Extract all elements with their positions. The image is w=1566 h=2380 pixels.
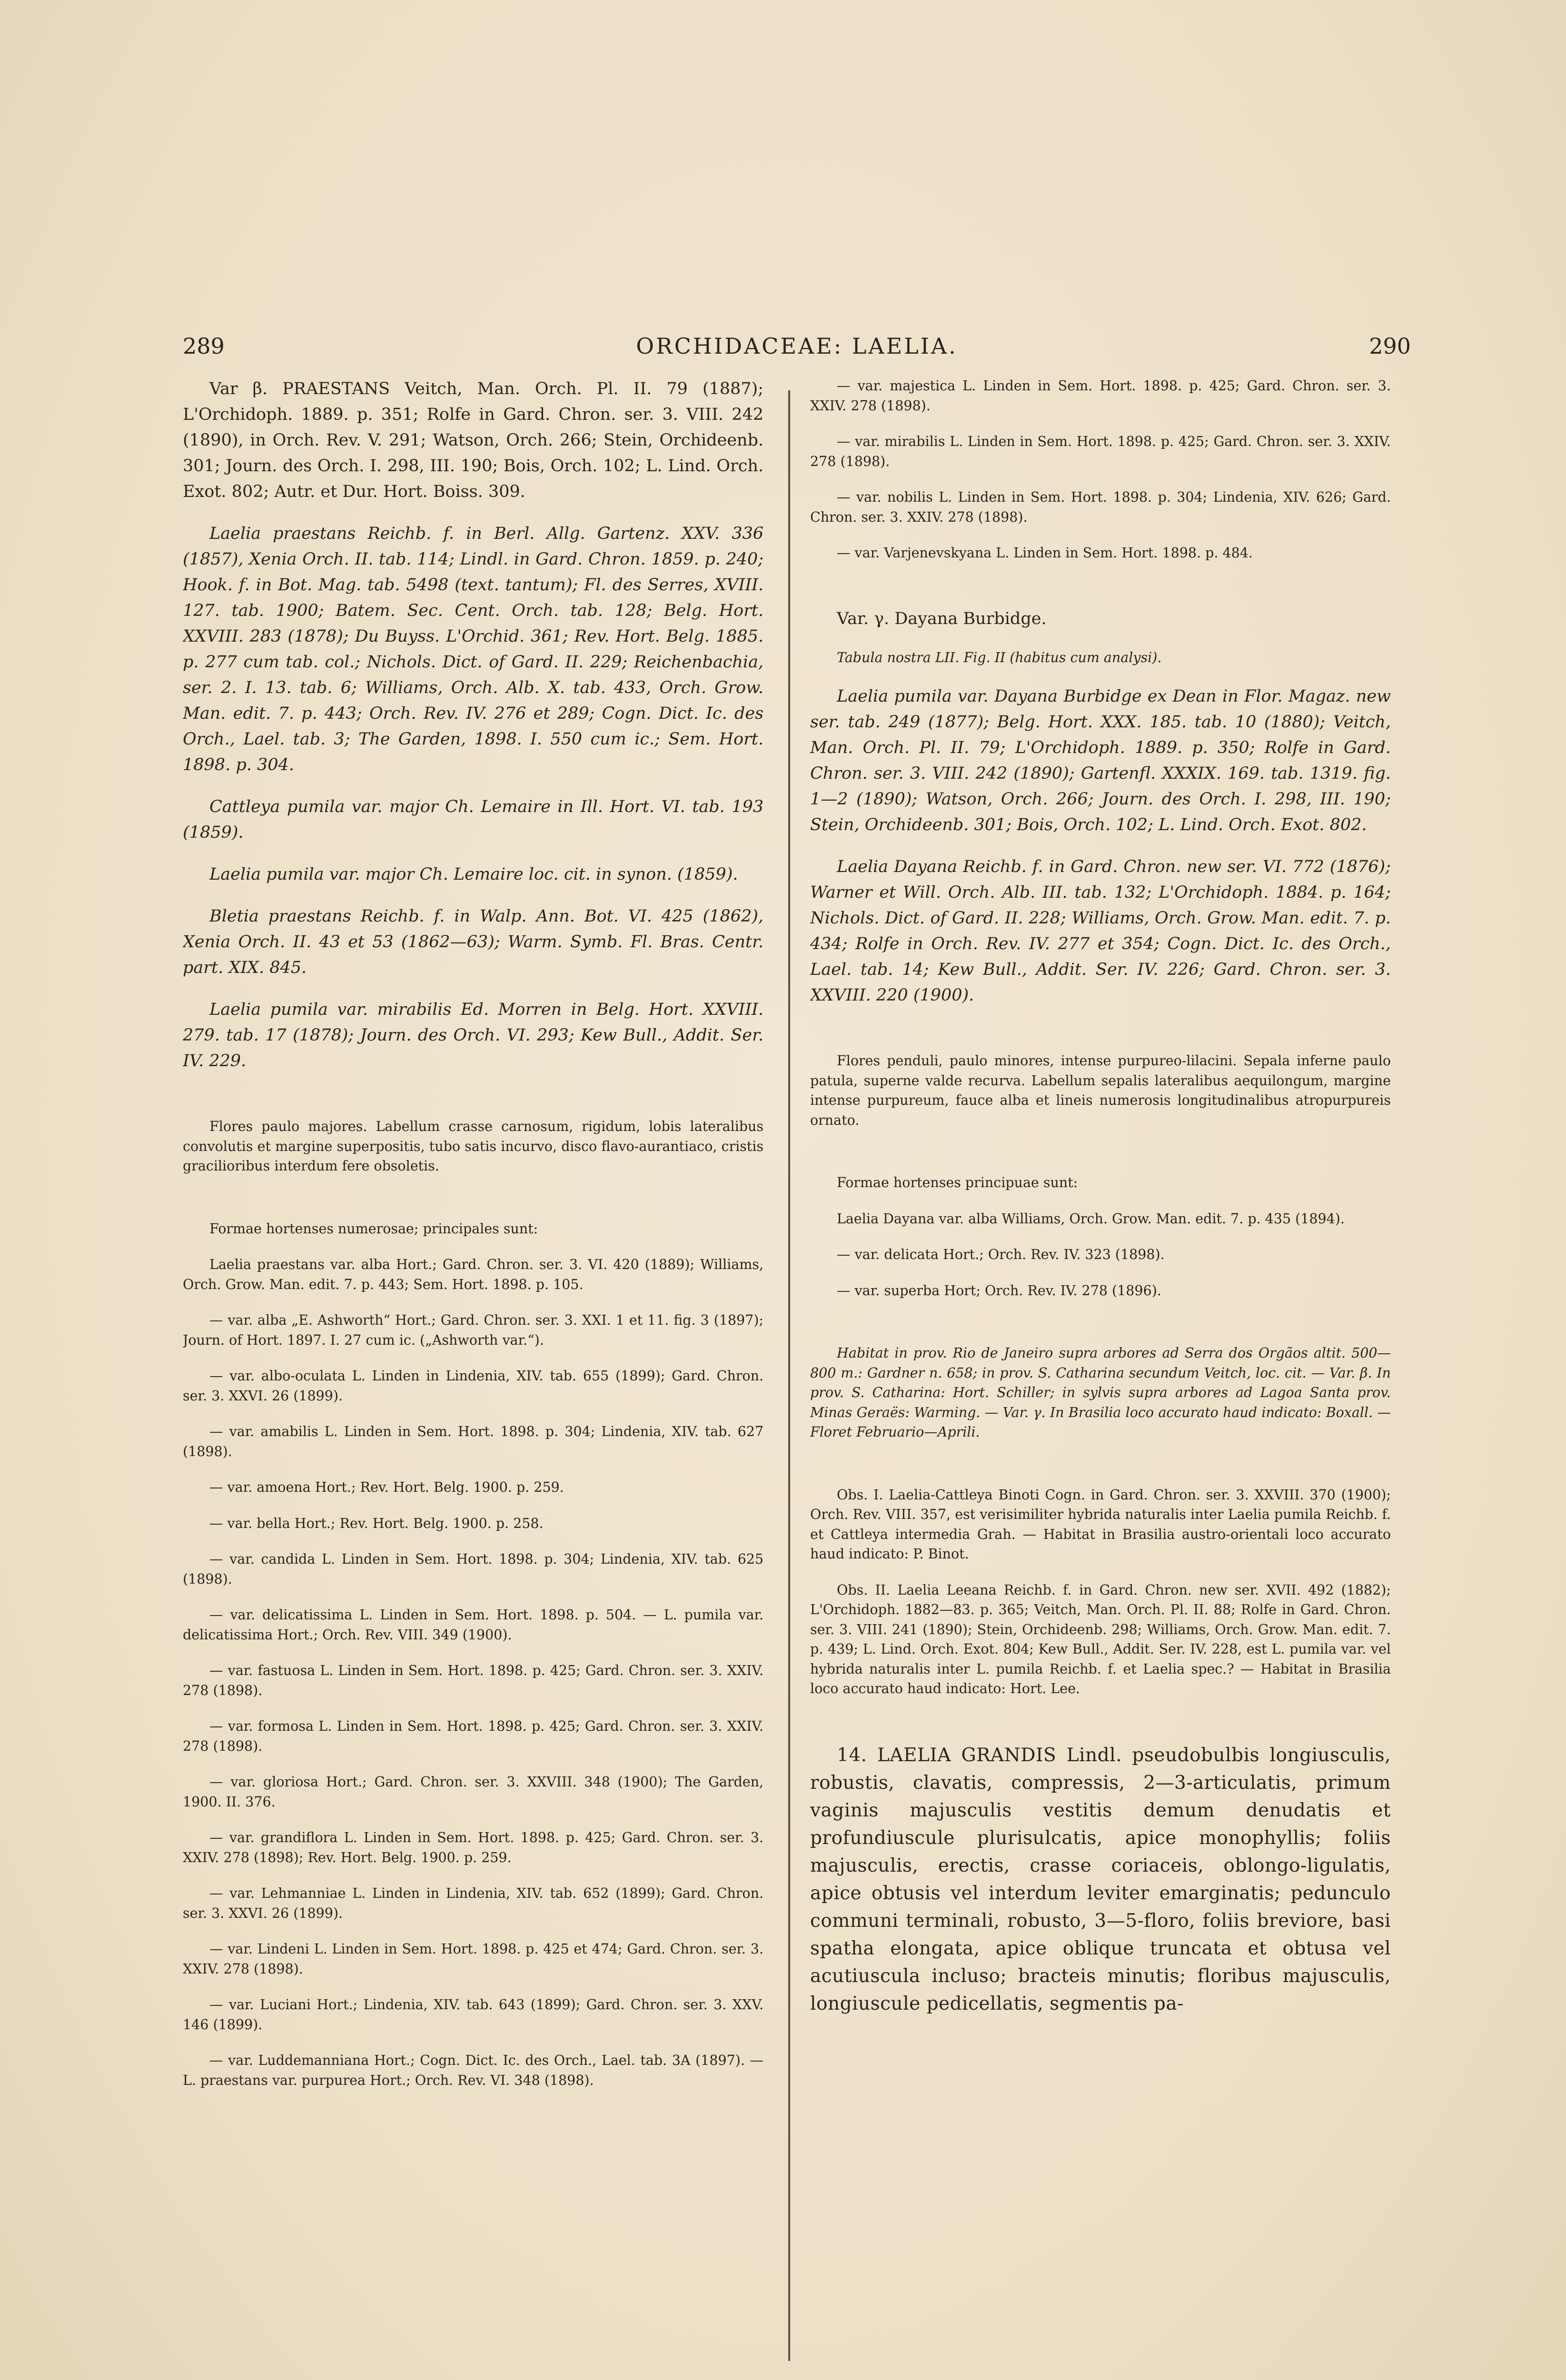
- paragraph: — var. candida L. Linden in Sem. Hort. 1898. p. 304; Lindenia, XIV. tab. 625 (1898).: [183, 1551, 763, 1587]
- spacer: [183, 1192, 763, 1203]
- paragraph: — var. Lehmanniae L. Linden in Lindenia, XIV. tab. 652 (1899); Gard. Chron. ser. 3. XXVI. 26 (1899).: [183, 1885, 763, 1921]
- spacer: [810, 579, 1391, 590]
- left-column: [183, 376, 763, 2366]
- paragraph: — var. fastuosa L. Linden in Sem. Hort. 1898. p. 425; Gard. Chron. ser. 3. XXIV. 278 (1898).: [183, 1663, 763, 1698]
- paragraph: — var. albo-oculata L. Linden in Lindenia, XIV. tab. 655 (1899); Gard. Chron. ser. 3. XXVI. 26 (1899).: [183, 1368, 763, 1404]
- paragraph: Obs. I. Laelia-Cattleya Binoti Cogn. in Gard. Chron. ser. 3. XXVIII. 370 (1900); Orch. Rev. VIII. 357, est verisimiliter hybrida naturalis inter Laelia pumila Reichb. f. et Cattleya intermedia Grah. — Habitat in Brasilia austro-orientali loco accurato haud indicato: P. Binot.: [810, 1487, 1391, 1562]
- paragraph: Bletia praestans Reichb. f. in Walp. Ann. Bot. VI. 425 (1862), Xenia Orch. II. 43 et 53 (1862—63); Warm. Symb. Fl. Bras. Centr. part. XIX. 845.: [183, 907, 763, 977]
- paragraph: — var. amoena Hort.; Rev. Hort. Belg. 1900. p. 259.: [209, 1479, 564, 1495]
- page-number-left: 289: [183, 333, 225, 359]
- paragraph: Flores penduli, paulo minores, intense purpureo-lilacini. Sepala inferne paulo patula, superne valde recurva. Labellum sepalis lateralibus aequilongum, margine intense purpureum, fauce alba et lineis numerosis longitudinalibus atropurpureis ornato.: [810, 1053, 1391, 1128]
- spacer: [810, 1024, 1391, 1035]
- paragraph: Flores paulo majores. Labellum crasse carnosum, rigidum, lobis lateralibus convolutis et margine superpositis, tubo satis incurvo, disco flavo-aurantiaco, cristis gracilioribus interdum fere obsoletis.: [183, 1119, 763, 1174]
- spacer: [810, 1458, 1391, 1469]
- spacer: [810, 1317, 1391, 1327]
- paragraph: — var. mirabilis L. Linden in Sem. Hort. 1898. p. 425; Gard. Chron. ser. 3. XXIV. 278 (1898).: [810, 434, 1391, 469]
- paragraph: — var. grandiflora L. Linden in Sem. Hort. 1898. p. 425; Gard. Chron. ser. 3. XXIV. 278 (1898); Rev. Hort. Belg. 1900. p. 259.: [183, 1830, 763, 1865]
- paragraph: — var. Luddemanniana Hort.; Cogn. Dict. Ic. des Orch., Lael. tab. 3A (1897). — L. praestans var. purpurea Hort.; Orch. Rev. VI. 348 (1898).: [183, 2053, 763, 2088]
- paragraph: Laelia Dayana var. alba Williams, Orch. Grow. Man. edit. 7. p. 435 (1894).: [837, 1210, 1345, 1227]
- paragraph: — var. delicata Hort.; Orch. Rev. IV. 323 (1898).: [837, 1247, 1165, 1262]
- paragraph: — var. Varjenevskyana L. Linden in Sem. Hort. 1898. p. 484.: [837, 545, 1253, 561]
- running-title: ORCHIDACEAE: LAELIA.: [636, 333, 958, 359]
- paragraph: Habitat in prov. Rio de Janeiro supra arbores ad Serra dos Orgãos altit. 500—800 m.: Gardner n. 658; in prov. S. Catharina secundum Veitch, loc. cit. — Var. β. In prov. S. Catharina: Hort. Schiller; in sylvis supra arbores ad Lagoa Santa prov. Minas Geraës: Warming. — Var. γ. In Brasilia loco accurato haud indicato: Boxall. — Floret Februario—Aprili.: [810, 1345, 1391, 1440]
- paragraph: Laelia pumila var. mirabilis Ed. Morren in Belg. Hort. XXVIII. 279. tab. 17 (1878); Journ. des Orch. VI. 293; Kew Bull., Addit. Ser. IV. 229.: [183, 1000, 763, 1071]
- column-divider: [788, 390, 790, 2361]
- paragraph: — var. formosa L. Linden in Sem. Hort. 1898. p. 425; Gard. Chron. ser. 3. XXIV. 278 (1898).: [183, 1718, 763, 1754]
- paragraph: Var. γ. Dayana Burbidge.: [837, 609, 1047, 628]
- paragraph: Formae hortenses numerosae; principales sunt:: [209, 1220, 538, 1237]
- paragraph: — var. alba „E. Ashworth“ Hort.; Gard. Chron. ser. 3. XXI. 1 et 11. fig. 3 (1897); Journ. of Hort. 1897. I. 27 cum ic. („Ashworth var.“).: [183, 1312, 763, 1348]
- right-column: [810, 376, 1391, 2366]
- paragraph: — var. nobilis L. Linden in Sem. Hort. 1898. p. 304; Lindenia, XIV. 626; Gard. Chron. ser. 3. XXIV. 278 (1898).: [810, 489, 1391, 525]
- page-number-right: 290: [1369, 333, 1411, 359]
- spacer: [183, 1090, 763, 1101]
- paragraph: Laelia pumila var. Dayana Burbidge ex Dean in Flor. Magaz. new ser. tab. 249 (1877); Belg. Hort. XXX. 185. tab. 10 (1880); Veitch, Man. Orch. Pl. II. 79; L'Orchidoph. 1889. p. 350; Rolfe in Gard. Chron. ser. 3. VIII. 242 (1890); Gartenfl. XXXIX. 169. tab. 1319. fig. 1—2 (1890); Watson, Orch. 266; Journ. des Orch. I. 298, III. 190; Stein, Orchideenb. 301; Bois, Orch. 102; L. Lind. Orch. Exot. 802.: [810, 687, 1391, 834]
- paragraph: Var β. PRAESTANS Veitch, Man. Orch. Pl. II. 79 (1887); L'Orchidoph. 1889. p. 351; Rolfe in Gard. Chron. ser. 3. VIII. 242 (1890), in Orch. Rev. V. 291; Watson, Orch. 266; Stein, Orchideenb. 301; Journ. des Orch. I. 298, III. 190; Bois, Orch. 102; L. Lind. Orch. Exot. 802; Autr. et Dur. Hort. Boiss. 309.: [183, 379, 763, 501]
- paragraph: Laelia pumila var. major Ch. Lemaire loc. cit. in synon. (1859).: [209, 865, 738, 884]
- paragraph: Formae hortenses principuae sunt:: [837, 1175, 1078, 1190]
- paragraph: — var. superba Hort; Orch. Rev. IV. 278 (1896).: [837, 1282, 1161, 1299]
- paragraph: — var. bella Hort.; Rev. Hort. Belg. 1900. p. 258.: [209, 1515, 544, 1531]
- paragraph: — var. Lindeni L. Linden in Sem. Hort. 1898. p. 425 et 474; Gard. Chron. ser. 3. XXIV. 278 (1898).: [183, 1941, 763, 1977]
- paragraph: — var. Luciani Hort.; Lindenia, XIV. tab. 643 (1899); Gard. Chron. ser. 3. XXV. 146 (1899).: [183, 1997, 763, 2033]
- paragraph: Tabula nostra LII. Fig. II (habitus cum analysi).: [837, 649, 1162, 665]
- spacer: [810, 1715, 1391, 1726]
- paragraph: — var. delicatissima L. Linden in Sem. Hort. 1898. p. 504. — L. pumila var. delicatissima Hort.; Orch. Rev. VIII. 349 (1900).: [183, 1607, 763, 1643]
- paragraph: — var. gloriosa Hort.; Gard. Chron. ser. 3. XXVIII. 348 (1900); The Garden, 1900. II. 376.: [183, 1774, 763, 1810]
- paragraph: Laelia praestans Reichb. f. in Berl. Allg. Gartenz. XXV. 336 (1857), Xenia Orch. II. tab. 114; Lindl. in Gard. Chron. 1859. p. 240; Hook. f. in Bot. Mag. tab. 5498 (text. tantum); Fl. des Serres, XVIII. 127. tab. 1900; Batem. Sec. Cent. Orch. tab. 128; Belg. Hort. XXVIII. 283 (1878); Du Buyss. L'Orchid. 361; Rev. Hort. Belg. 1885. p. 277 cum tab. col.; Nichols. Dict. of Gard. II. 229; Reichenbachia, ser. 2. I. 13. tab. 6; Williams, Orch. Alb. X. tab. 433, Orch. Grow. Man. edit. 7. p. 443; Orch. Rev. IV. 276 et 289; Cogn. Dict. Ic. des Orch., Lael. tab. 3; The Garden, 1898. I. 550 cum ic.; Sem. Hort. 1898. p. 304.: [183, 524, 763, 774]
- paragraph: — var. majestica L. Linden in Sem. Hort. 1898. p. 425; Gard. Chron. ser. 3. XXIV. 278 (1898).: [810, 378, 1391, 414]
- paragraph: Laelia Dayana Reichb. f. in Gard. Chron. new ser. VI. 772 (1876); Warner et Will. Orch. Alb. III. tab. 132; L'Orchidoph. 1884. p. 164; Nichols. Dict. of Gard. II. 228; Williams, Orch. Grow. Man. edit. 7. p. 434; Rolfe in Orch. Rev. IV. 277 et 354; Cogn. Dict. Ic. des Orch., Lael. tab. 14; Kew Bull., Addit. Ser. IV. 226; Gard. Chron. ser. 3. XXVIII. 220 (1900).: [810, 857, 1391, 1005]
- paragraph: Cattleya pumila var. major Ch. Lemaire in Ill. Hort. VI. tab. 193 (1859).: [183, 797, 763, 842]
- paragraph: Laelia praestans var. alba Hort.; Gard. Chron. ser. 3. VI. 420 (1889); Williams, Orch. Grow. Man. edit. 7. p. 443; Sem. Hort. 1898. p. 105.: [183, 1257, 763, 1292]
- spacer: [810, 1146, 1391, 1157]
- paragraph: Obs. II. Laelia Leeana Reichb. f. in Gard. Chron. new ser. XVII. 492 (1882); L'Orchidoph. 1882—83. p. 365; Veitch, Man. Orch. Pl. II. 88; Rolfe in Gard. Chron. ser. 3. VIII. 241 (1890); Stein, Orchideenb. 298; Williams, Orch. Grow. Man. edit. 7. p. 439; L. Lind. Orch. Exot. 804; Kew Bull., Addit. Ser. IV. 228, est L. pumila var. vel hybrida naturalis inter L. pumila Reichb. f. et Laelia spec.? — Habitat in Brasilia loco accurato haud indicato: Hort. Lee.: [810, 1582, 1391, 1696]
- running-header: [183, 333, 1411, 367]
- paragraph: 14. LAELIA GRANDIS Lindl. pseudobulbis longiusculis, robustis, clavatis, compressis, 2—3-articulatis, primum vaginis majusculis vestitis demum denudatis et profundiuscule plurisulcatis, apice monophyllis; foliis majusculis, erectis, crasse coriaceis, oblongo-ligulatis, apice obtusis vel interdum leviter emarginatis; pedunculo communi terminali, robusto, 3—5-floro, foliis breviore, basi spatha elongata, apice oblique truncata et obtusa vel acutiuscula incluso; bracteis minutis; floribus majusculis, longiuscule pedicellatis, segmentis pa-: [810, 1744, 1391, 2014]
- paragraph: — var. amabilis L. Linden in Sem. Hort. 1898. p. 304; Lindenia, XIV. tab. 627 (1898).: [183, 1424, 763, 1459]
